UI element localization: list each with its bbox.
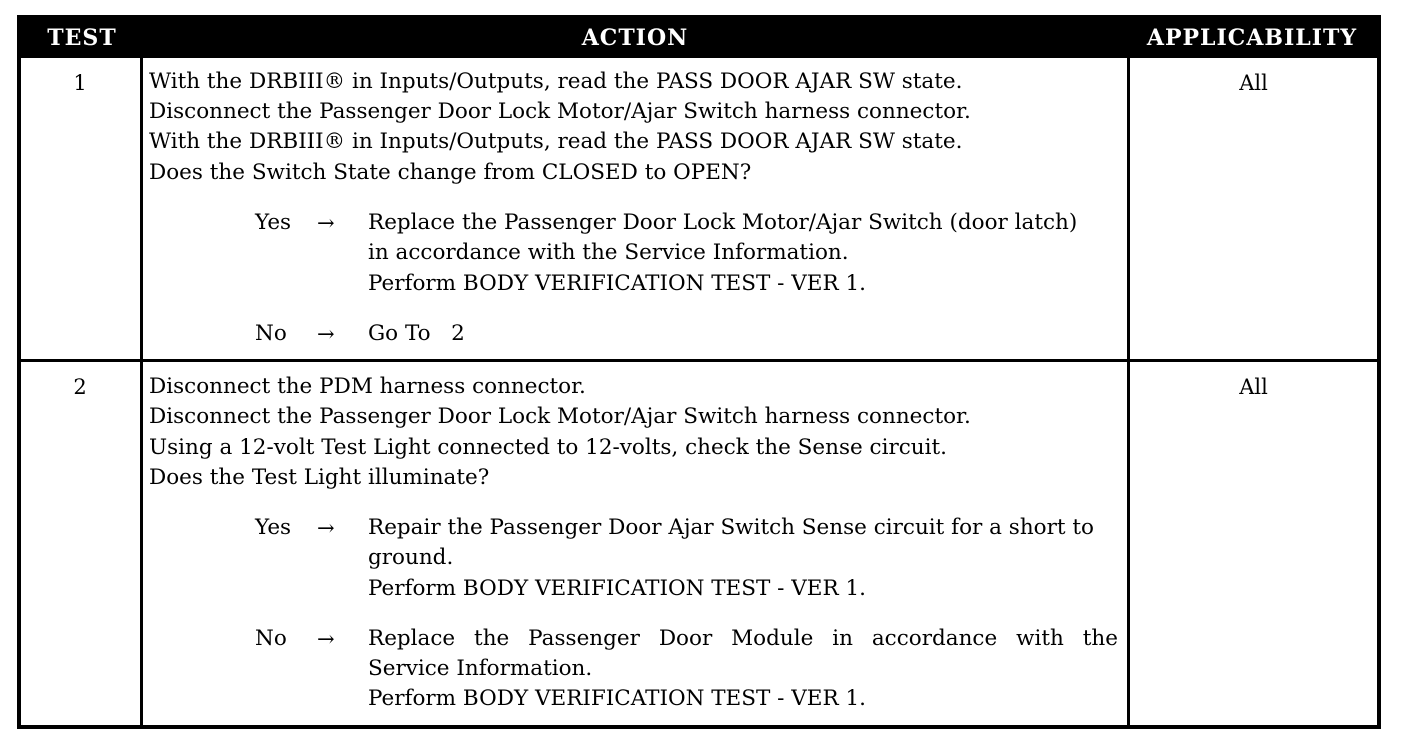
yes-result: Repair the Passenger Door Ajar Switch Sense circuit for a short to: [368, 515, 1094, 540]
no-result-text: Replace the Passenger Door Module in accordance with the: [368, 626, 1118, 651]
header-applicability: APPLICABILITY: [1146, 25, 1358, 51]
action-step: Disconnect the Passenger Door Lock Motor/Ajar Switch harness connector.: [149, 99, 971, 124]
yes-result: Perform BODY VERIFICATION TEST - VER 1.: [368, 271, 867, 296]
no-label: No: [255, 626, 287, 651]
header-test: TEST: [47, 25, 117, 51]
row-divider: [21, 359, 1377, 362]
test-number: 2: [73, 375, 87, 399]
action-step: With the DRBIII® in Inputs/Outputs, read the PASS DOOR AJAR SW state.: [149, 129, 963, 154]
test-number: 1: [73, 71, 87, 95]
no-result: [368, 624, 1118, 654]
action-question: Does the Switch State change from CLOSED to OPEN?: [149, 160, 752, 185]
no-result: Perform BODY VERIFICATION TEST - VER 1.: [368, 686, 867, 711]
column-divider: [140, 58, 143, 725]
yes-result: ground.: [368, 545, 454, 570]
applicability-value: All: [1239, 71, 1268, 95]
header-action: ACTION: [581, 25, 689, 51]
yes-result: Replace the Passenger Door Lock Motor/Ajar Switch (door latch): [368, 210, 1078, 235]
right-arrow-icon: →: [317, 516, 335, 540]
right-arrow-icon: →: [317, 627, 335, 651]
action-step: Using a 12-volt Test Light connected to 12-volts, check the Sense circuit.: [149, 435, 947, 460]
yes-result: Perform BODY VERIFICATION TEST - VER 1.: [368, 576, 867, 601]
action-step: With the DRBIII® in Inputs/Outputs, read the PASS DOOR AJAR SW state.: [149, 69, 963, 94]
action-step: Disconnect the PDM harness connector.: [149, 374, 586, 399]
no-label: No: [255, 321, 287, 346]
right-arrow-icon: →: [317, 211, 335, 235]
action-step: Disconnect the Passenger Door Lock Motor/Ajar Switch harness connector.: [149, 404, 971, 429]
no-result: Service Information.: [368, 656, 593, 681]
yes-label: Yes: [255, 210, 292, 235]
table-header: [21, 19, 1377, 58]
yes-result: in accordance with the Service Information.: [368, 240, 849, 265]
applicability-value: All: [1239, 375, 1268, 399]
diagnostic-table: [17, 15, 1381, 729]
action-question: Does the Test Light illuminate?: [149, 465, 490, 490]
no-result: Go To 2: [368, 321, 465, 346]
yes-label: Yes: [255, 515, 292, 540]
right-arrow-icon: →: [317, 322, 335, 346]
